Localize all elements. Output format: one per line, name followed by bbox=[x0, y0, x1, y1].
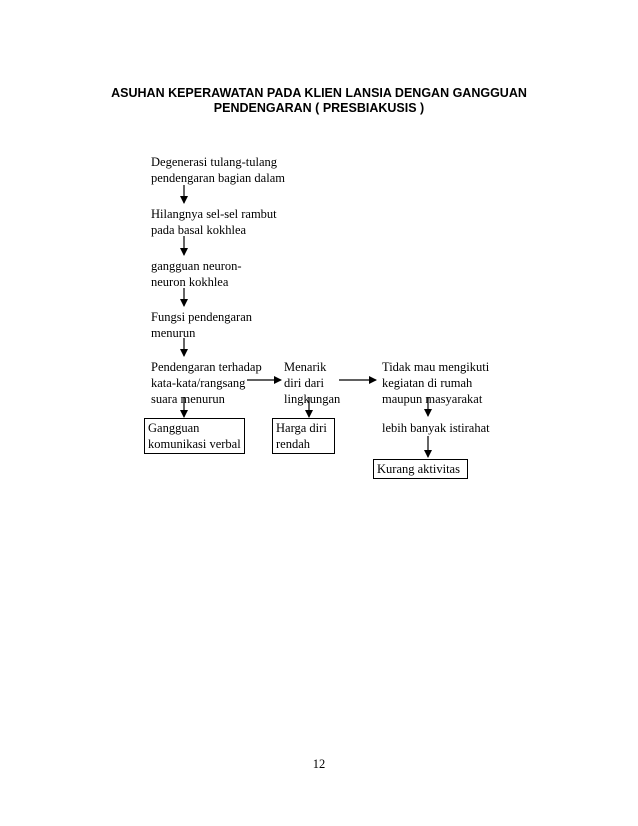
node-text-line: Gangguan bbox=[148, 421, 200, 435]
node-text-line: menurun bbox=[151, 326, 196, 340]
title-line-1: ASUHAN KEPERAWATAN PADA KLIEN LANSIA DENGAN GANGGUAN bbox=[111, 86, 527, 100]
node-text-line: Pendengaran terhadap bbox=[151, 360, 262, 374]
node-text-line: rendah bbox=[276, 437, 311, 451]
node-text-line: lingkungan bbox=[284, 392, 341, 406]
node-text-line: lebih banyak istirahat bbox=[382, 421, 490, 435]
node-text-line: Tidak mau mengikuti bbox=[382, 360, 490, 374]
node-text-line: pada basal kokhlea bbox=[151, 223, 247, 237]
node-text-line: Degenerasi tulang-tulang bbox=[151, 155, 277, 169]
node-text-line: Fungsi pendengaran bbox=[151, 310, 253, 324]
node-text-line: kata-kata/rangsang bbox=[151, 376, 246, 390]
node-text-line: komunikasi verbal bbox=[148, 437, 241, 451]
node-text-line: maupun masyarakat bbox=[382, 392, 483, 406]
node-text-line: Hilangnya sel-sel rambut bbox=[151, 207, 277, 221]
node-text-line: Kurang aktivitas bbox=[377, 462, 460, 476]
page-number: 12 bbox=[312, 757, 326, 771]
node-text-line: pendengaran bagian dalam bbox=[151, 171, 285, 185]
node-text-line: Menarik bbox=[284, 360, 327, 374]
node-text-line: gangguan neuron- bbox=[151, 259, 242, 273]
node-text-line: diri dari bbox=[284, 376, 324, 390]
node-text-line: Harga diri bbox=[276, 421, 327, 435]
title-line-2: PENDENGARAN ( PRESBIAKUSIS ) bbox=[213, 101, 425, 115]
node-text-line: suara menurun bbox=[151, 392, 225, 406]
node-text-line: neuron kokhlea bbox=[151, 275, 229, 289]
node-text-line: kegiatan di rumah bbox=[382, 376, 473, 390]
